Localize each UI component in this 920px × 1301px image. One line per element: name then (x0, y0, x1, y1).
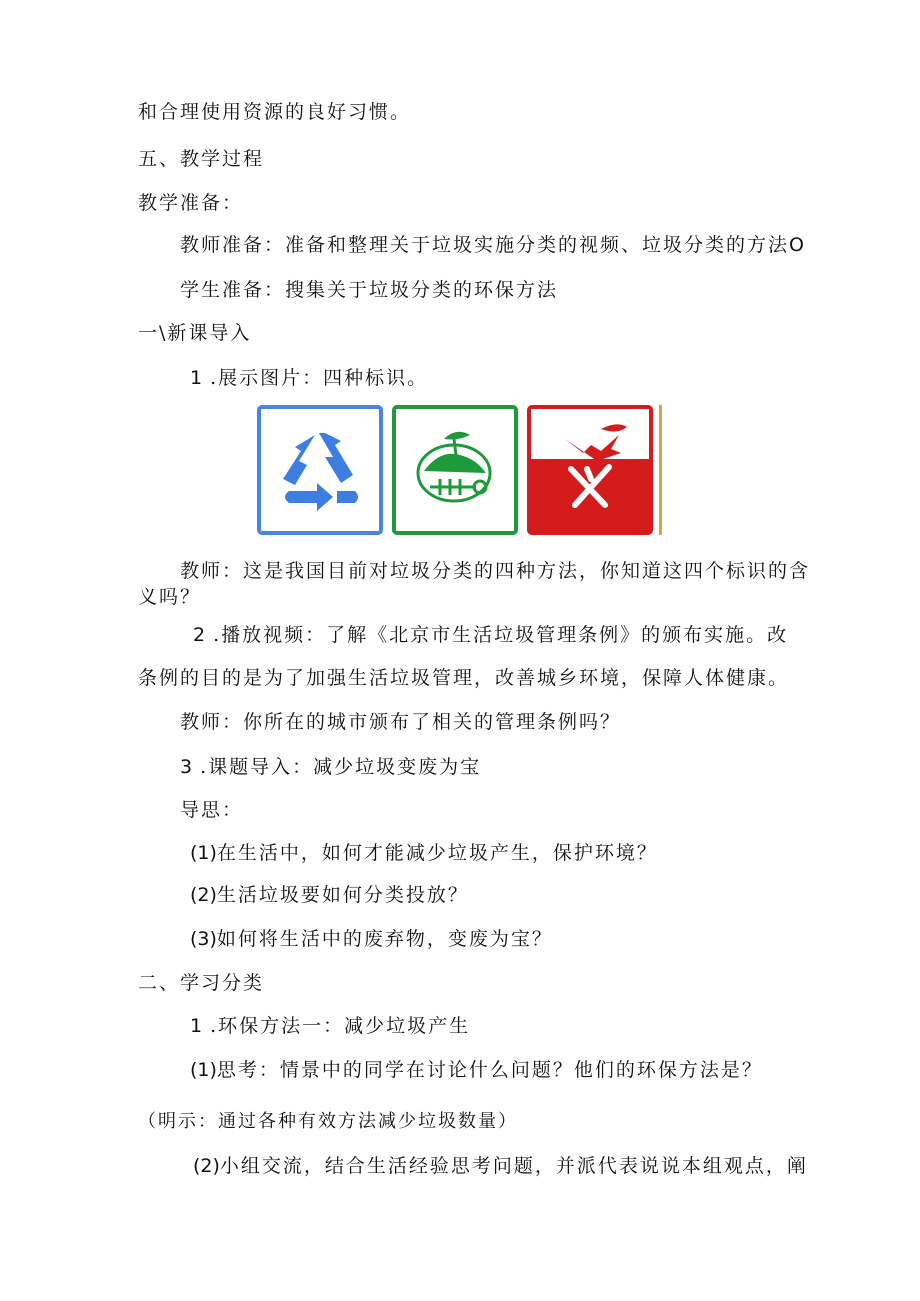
section-heading: 五、教学过程 (138, 148, 265, 170)
section-heading: 二、学习分类 (138, 972, 265, 994)
text-line: 导思： (180, 799, 244, 821)
list-item (190, 840, 658, 866)
list-item (190, 882, 469, 908)
hazardous-waste-sign (527, 405, 653, 535)
list-item (190, 926, 553, 952)
item-number: (2) (193, 1155, 220, 1177)
item-number: 2 (193, 624, 206, 646)
item-text: 思考：情景中的同学在讨论什么问题？他们的环保方法是？ (216, 1059, 763, 1081)
item-number: (3) (190, 928, 217, 950)
subheading: 教学准备： (138, 192, 244, 214)
section-heading: 一\新课导入 (138, 322, 252, 344)
item-text: 如何将生活中的废弃物，变废为宝？ (216, 928, 553, 950)
item-number: (1) (190, 1059, 217, 1081)
text-line: 条例的目的是为了加强生活垃圾管理，改善城乡环境，保障人体健康。 (138, 667, 790, 689)
list-item (190, 365, 428, 391)
list-item (193, 1153, 808, 1179)
item-text: .课题导入：减少垃圾变废为宝 (200, 756, 482, 778)
text-line: 教师：你所在的城市颁布了相关的管理条例吗？ (180, 711, 622, 733)
kitchen-waste-icon (396, 409, 514, 531)
list-item (193, 622, 788, 648)
item-text: 生活垃圾要如何分类投放？ (216, 884, 469, 906)
item-text: 在生活中，如何才能减少垃圾产生，保护环境？ (216, 842, 658, 864)
hazardous-waste-icon (531, 409, 649, 531)
item-text: .环保方法一：减少垃圾产生 (210, 1015, 471, 1037)
item-number: (2) (190, 884, 217, 906)
item-text: .播放视频：了解《北京市生活垃圾管理条例》的颁布实施。改 (213, 624, 789, 646)
item-number: 3 (180, 756, 193, 778)
text-span: 教师准备：准备和整理关于垃圾实施分类的视频、垃圾分类的方法 (180, 234, 790, 256)
text-line: 义吗？ (138, 586, 202, 608)
list-item (190, 1057, 763, 1083)
item-text: .展示图片：四种标识。 (210, 367, 429, 389)
item-number: 1 (190, 1015, 203, 1037)
list-item (180, 754, 481, 780)
text-span: O (789, 234, 804, 256)
text-line (180, 232, 804, 258)
recycle-icon (261, 409, 379, 531)
list-item (190, 1013, 470, 1039)
text-line: 教师：这是我国目前对垃圾分类的四种方法，你知道这四个标识的含 (180, 560, 811, 582)
text-line: 和合理使用资源的良好习惯。 (138, 101, 412, 123)
partial-sign-edge (659, 405, 665, 535)
kitchen-waste-sign (392, 405, 518, 535)
waste-signs-image (257, 405, 665, 537)
recyclable-sign (257, 405, 383, 535)
text-line: 学生准备：搜集关于垃圾分类的环保方法 (180, 279, 559, 301)
text-line: （明示：通过各种有效方法减少垃圾数量） (138, 1111, 518, 1132)
item-number: (1) (190, 842, 217, 864)
item-number: 1 (190, 367, 203, 389)
item-text: 小组交流，结合生活经验思考问题，并派代表说说本组观点，阐 (219, 1155, 808, 1177)
